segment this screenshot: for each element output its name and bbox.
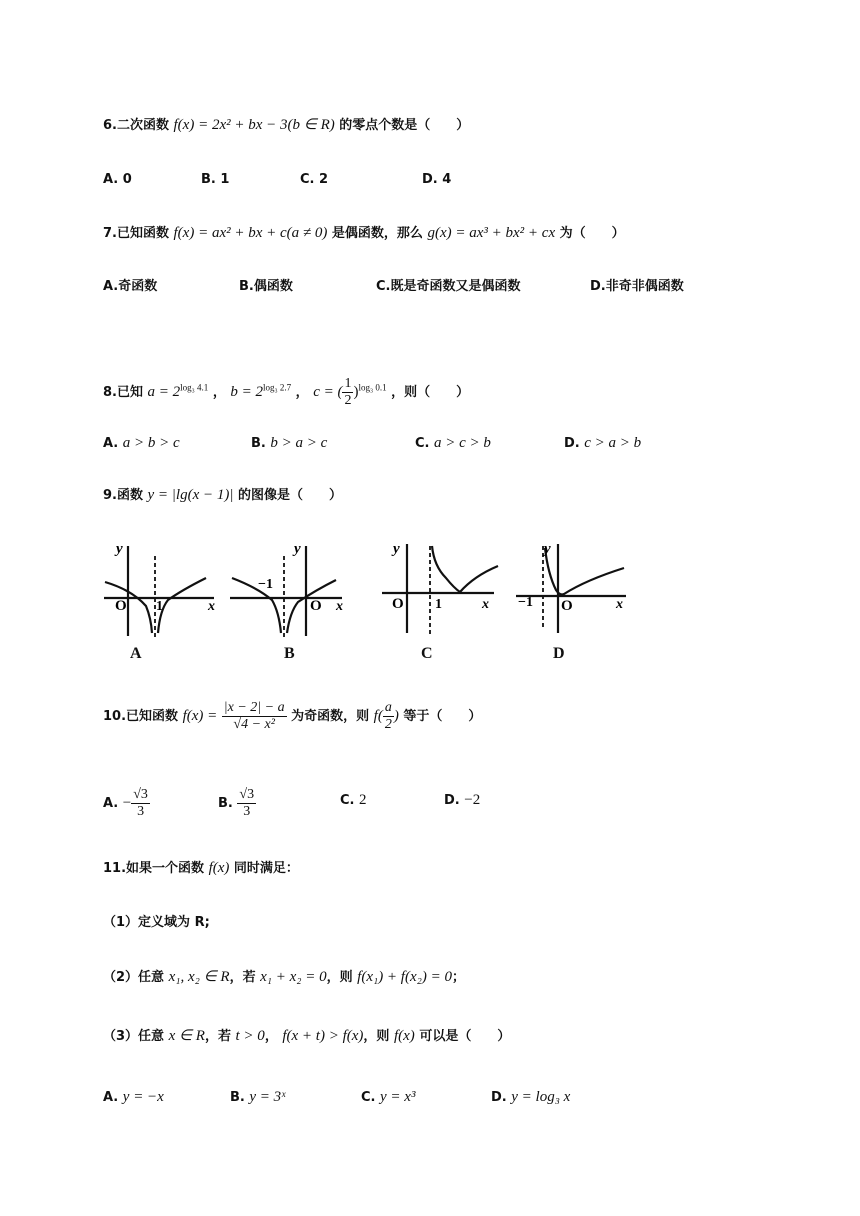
q8-c-denominator: 2 (344, 393, 352, 408)
q11-c3-math-3: f(x + t) > f(x) (282, 1028, 364, 1044)
q8-a-expr: a = 2 (147, 384, 181, 400)
q10-option-a-den: 3 (137, 804, 145, 819)
q11-option-d-expr: y = log₃ x (511, 1089, 571, 1105)
q8-prefix: 8.已知 (103, 385, 143, 400)
q8-option-a-label: A. (103, 436, 119, 451)
q10-option-a-fraction (131, 787, 150, 820)
q10-option-a-sign: − (122, 795, 132, 811)
q11-stem-suffix: 同时满足： (233, 861, 299, 876)
graph-b-y-label: y (294, 541, 301, 557)
q11-c2-end: ； (451, 970, 465, 985)
q11-c2-mid-2: ，则 (326, 970, 353, 985)
q8-c-numerator: 1 (344, 376, 352, 391)
q10-option-b[interactable] (218, 787, 256, 820)
q10-option-c-label: C. (340, 793, 355, 808)
q10-f2: f( (373, 708, 383, 724)
q10-middle: 为奇函数，则 (291, 709, 370, 724)
q11-condition-1: （1）定义域为 R; (103, 915, 210, 930)
q10-option-c-expr: 2 (359, 792, 367, 808)
graph-b-left-curve (232, 578, 281, 633)
q7-option-b[interactable]: B.偶函数 (239, 279, 293, 294)
graph-b-tick-neg1: −1 (258, 577, 273, 592)
q8-sep-2: ， (295, 385, 309, 400)
graph-d-y-label: y (544, 541, 551, 557)
q11-option-c[interactable] (361, 1087, 415, 1108)
q8-c-exponent: log₃ 0.1 (358, 382, 387, 393)
q11-condition-3 (103, 1026, 510, 1047)
q7-formula-2: g(x) = ax³ + bx² + cx (427, 225, 556, 241)
q8-option-b-expr: b > a > c (270, 435, 328, 451)
q6-prefix: 6.二次函数 (103, 118, 169, 133)
graph-c-tick-1: 1 (435, 597, 442, 612)
q11-c2-prefix: （2）任意 (103, 970, 165, 985)
q6-formula: f(x) = 2x² + bx − 3(b ∈ R) (173, 117, 335, 133)
graph-a-right-curve (158, 578, 206, 633)
q8-option-d-label: D. (564, 436, 580, 451)
q11-c3-math-2: t > 0 (235, 1028, 265, 1044)
q10-option-a-label: A. (103, 796, 119, 811)
q10-option-b-num: √3 (239, 787, 255, 802)
q7-formula-1: f(x) = ax² + bx + c(a ≠ 0) (173, 225, 328, 241)
question-7-stem (103, 223, 625, 244)
q11-c3-prefix: （3）任意 (103, 1029, 165, 1044)
graph-b-x-label: x (336, 599, 343, 614)
q6-option-b[interactable]: B. 1 (201, 172, 230, 187)
q8-option-a[interactable] (103, 433, 180, 454)
q8-b-expr: b = 2 (230, 384, 263, 400)
graph-a-origin: O (115, 598, 127, 614)
q10-option-b-den: 3 (243, 804, 251, 819)
q11-option-a[interactable] (103, 1087, 164, 1108)
graph-c-x-label: x (482, 597, 489, 612)
q10-f-lhs: f(x) = (182, 708, 218, 724)
q11-option-d[interactable] (491, 1087, 570, 1108)
graph-c-y-label: y (393, 541, 400, 557)
q7-option-c[interactable]: C.既是奇函数又是偶函数 (376, 279, 521, 294)
q7-option-d[interactable]: D.非奇非偶函数 (590, 279, 684, 294)
q8-option-c-expr: a > c > b (434, 435, 491, 451)
q11-option-d-label: D. (491, 1090, 507, 1105)
q10-denominator: √4 − x² (233, 717, 275, 732)
q11-c2-math-1: x₁, x₂ ∈ R (168, 969, 230, 985)
q11-option-a-label: A. (103, 1090, 119, 1105)
q11-stem-prefix: 11.如果一个函数 (103, 861, 205, 876)
graph-a-y-label: y (116, 541, 123, 557)
q8-option-c[interactable] (415, 433, 491, 454)
q9-graph-d[interactable] (514, 538, 636, 643)
q8-c-fraction (342, 376, 353, 409)
graph-d-origin: O (561, 598, 573, 614)
q8-option-c-label: C. (415, 436, 430, 451)
q8-c-expr: c = ( (313, 384, 343, 400)
question-6-stem (103, 115, 469, 136)
question-8-stem: 8.已知 $a = 2^{log_3 4.1}$ ， $b = 2^{log_3 2.7}$ ， c = ( $\frac{1}{2}$ )$^{log_3 0.1}$ ，则（ ） (103, 376, 470, 408)
q10-option-a-num: √3 (133, 787, 148, 802)
q7-option-a[interactable]: A.奇函数 (103, 279, 158, 294)
q11-c2-mid: ，若 (229, 970, 256, 985)
q6-option-d[interactable]: D. 4 (422, 172, 452, 187)
q9-graph-b-label[interactable]: B (284, 645, 295, 662)
q7-suffix: 为（ ） (559, 226, 625, 241)
q6-suffix: 的零点个数是（ ） (339, 118, 470, 133)
q10-main-fraction (222, 700, 287, 733)
q10-option-d-label: D. (444, 793, 460, 808)
graph-d-x-label: x (616, 597, 623, 612)
q10-numerator: |x − 2| − a (223, 700, 285, 715)
q11-c2-math-2: x₁ + x₂ = 0 (260, 969, 327, 985)
q8-sep-1: ， (212, 385, 226, 400)
q11-c3-math-1: x ∈ R (168, 1028, 205, 1044)
q11-c3-mid-2: ，则 (363, 1029, 390, 1044)
q7-prefix: 7.已知函数 (103, 226, 169, 241)
q11-condition-2 (103, 967, 465, 988)
q9-suffix: 的图像是（ ） (238, 488, 343, 503)
q9-formula: y = |lg(x − 1)| (147, 487, 234, 503)
question-9-stem (103, 485, 342, 506)
q8-option-b[interactable] (251, 433, 327, 454)
q9-graph-d-label[interactable]: D (553, 645, 565, 662)
q9-graph-a-label[interactable]: A (130, 645, 142, 662)
question-10-stem (103, 700, 481, 733)
q11-c3-mid: ，若 (204, 1029, 231, 1044)
q6-option-c[interactable]: C. 2 (300, 172, 329, 187)
graph-a-tick-1: 1 (156, 599, 163, 614)
q11-stem-f: f(x) (208, 860, 230, 876)
q8-b-exponent: log₃ 2.7 (262, 382, 292, 393)
q6-option-a[interactable]: A. 0 (103, 172, 132, 187)
q8-option-d-expr: c > a > b (584, 435, 642, 451)
q10-f2-denominator: 2 (384, 717, 392, 732)
q11-option-c-expr: y = x³ (380, 1089, 416, 1105)
q8-option-b-label: B. (251, 436, 266, 451)
q9-graph-c[interactable] (380, 538, 510, 643)
q10-option-d-expr: −2 (464, 792, 481, 808)
q9-graph-b[interactable] (228, 538, 350, 643)
graph-a-x-label: x (208, 599, 215, 614)
q10-suffix: 等于（ ） (403, 709, 482, 724)
q8-option-d[interactable] (564, 433, 641, 454)
q8-option-a-expr: a > b > c (122, 435, 180, 451)
q10-prefix: 10.已知函数 (103, 709, 179, 724)
q10-option-d[interactable] (444, 790, 480, 811)
graph-c-curve (432, 546, 498, 592)
question-11-stem (103, 858, 299, 879)
q11-option-b-label: B. (230, 1090, 245, 1105)
q10-option-a[interactable] (103, 787, 150, 820)
q10-option-b-fraction (237, 787, 256, 820)
graph-b-origin: O (310, 598, 322, 614)
q9-graph-a[interactable] (102, 538, 222, 643)
q10-f2-close: ) (393, 708, 399, 724)
q11-c2-math-3: f(x₁) + f(x₂) = 0 (357, 969, 452, 985)
q9-graph-c-label[interactable]: C (421, 645, 433, 662)
q7-middle: 是偶函数，那么 (331, 226, 423, 241)
graph-d-tick-neg1: −1 (518, 595, 533, 610)
q10-f2-numerator: a (384, 700, 392, 715)
q10-f2-fraction (383, 700, 394, 733)
q11-c3-end: 可以是（ ） (419, 1029, 511, 1044)
q11-option-b-expr: y = 3ˣ (249, 1089, 286, 1105)
q9-prefix: 9.函数 (103, 488, 143, 503)
q8-a-exponent: log₃ 4.1 (180, 382, 209, 393)
q11-option-b[interactable] (230, 1087, 285, 1108)
q11-c3-math-4: f(x) (393, 1028, 415, 1044)
q10-option-c[interactable] (340, 790, 367, 811)
q11-option-c-label: C. (361, 1090, 376, 1105)
q10-option-b-label: B. (218, 796, 233, 811)
graph-c-origin: O (392, 596, 404, 612)
q11-c3-sep: ， (264, 1029, 278, 1044)
graph-d-curve (545, 548, 624, 595)
q8-suffix: ，则（ ） (391, 385, 470, 400)
q11-option-a-expr: y = −x (122, 1089, 164, 1105)
